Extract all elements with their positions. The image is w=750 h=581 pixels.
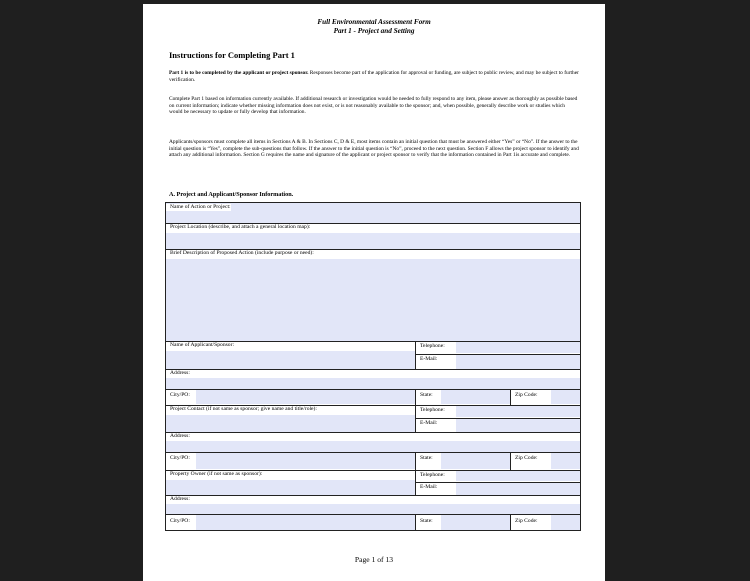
applicant-telephone-label: Telephone: [416,343,445,350]
applicant-name-label: Name of Applicant/Sponsor: [166,342,234,349]
applicant-email-label: E-Mail: [416,356,437,363]
project-contact-field[interactable] [166,415,415,432]
instructions-p1-bold: Part 1 is to be completed by the applicant or project sponsor. [169,70,309,76]
instructions-paragraph-2: Complete Part 1 based on information currently available. If additional research or investigation would be needed to fully respond to any item, please answer as thoroughly as possible based on current information; indicate whether missing information does not exist, or is not reasonably available to the sponsor; and, when possible, generally describe work or studies which would be necessary to update or fully develop that information. [169,96,578,116]
owner-zip-label: Zip Code: [511,518,538,525]
instructions-paragraph-1 [169,70,579,83]
applicant-state-field[interactable] [441,390,510,404]
contact-zip-label: Zip Code: [511,455,538,462]
contact-address-label: Address: [166,433,190,440]
owner-email-label: E-Mail: [416,484,437,491]
form-subtitle: Part 1 - Project and Setting [333,27,415,35]
instructions-p1-rest: Responses become part of the application for approval or funding, are subject to public review, and may be subject to further verification. [169,70,579,83]
section-a-heading: A. Project and Applicant/Sponsor Information. [169,191,294,198]
contact-email-label: E-Mail: [416,420,437,427]
instructions-paragraph-3: Applicants/sponsors must complete all items in Sections A & B. In Sections C, D & E, most items contain an initial question that must be answered either “Yes” or “No”. If the answer to the initial question is “Yes”, complete the sub-questions that follow. If the answer to the initial question is “No”, proceed to the next question. Section F allows the project sponsor to identify and attach any additional information. Section G requires the name and signature of the applicant or project sponsor to verify that the information contained in Part 1is accurate and complete. [169,139,579,159]
applicant-city-label: City/PO: [166,392,190,399]
applicant-zip-field[interactable] [551,390,580,404]
applicant-telephone-field[interactable] [456,342,580,353]
owner-email-field[interactable] [456,483,580,495]
name-of-action-label: Name of Action or Project: [166,204,231,211]
project-information-form [165,202,581,531]
contact-zip-field[interactable] [551,453,580,469]
property-owner-label: Property Owner (if not same as sponsor): [166,471,262,478]
contact-city-field[interactable] [196,453,415,469]
owner-zip-field[interactable] [551,515,580,530]
page-number: Page 1 of 13 [354,555,394,564]
applicant-address-label: Address: [166,370,190,377]
brief-description-field[interactable] [166,259,580,341]
form-title: Full Environmental Assessment Form [317,18,431,26]
property-owner-field[interactable] [166,480,415,495]
contact-telephone-field[interactable] [456,406,580,417]
project-contact-label: Project Contact (if not same as sponsor; give name and title/role): [166,406,317,413]
contact-city-label: City/PO: [166,455,190,462]
owner-state-field[interactable] [441,515,510,530]
document-page [143,4,605,581]
applicant-address-field[interactable] [166,378,580,389]
owner-telephone-label: Telephone: [416,472,445,479]
owner-state-label: State: [416,518,433,525]
applicant-state-label: State: [416,392,433,399]
applicant-name-field[interactable] [166,351,415,369]
applicant-zip-label: Zip Code: [511,392,538,399]
owner-city-label: City/PO: [166,518,190,525]
owner-city-field[interactable] [196,515,415,530]
applicant-email-field[interactable] [456,355,580,369]
instructions-heading: Instructions for Completing Part 1 [169,50,295,60]
owner-address-field[interactable] [166,504,580,514]
applicant-city-field[interactable] [196,390,415,404]
project-location-field[interactable] [166,233,580,249]
brief-description-label: Brief Description of Proposed Action (include purpose or need): [166,250,314,257]
owner-address-label: Address: [166,496,190,503]
contact-address-field[interactable] [166,441,580,452]
contact-telephone-label: Telephone: [416,407,445,414]
owner-telephone-field[interactable] [456,471,580,481]
contact-state-label: State: [416,455,433,462]
project-location-label: Project Location (describe, and attach a general location map): [166,224,310,231]
contact-email-field[interactable] [456,419,580,432]
contact-state-field[interactable] [441,453,510,469]
